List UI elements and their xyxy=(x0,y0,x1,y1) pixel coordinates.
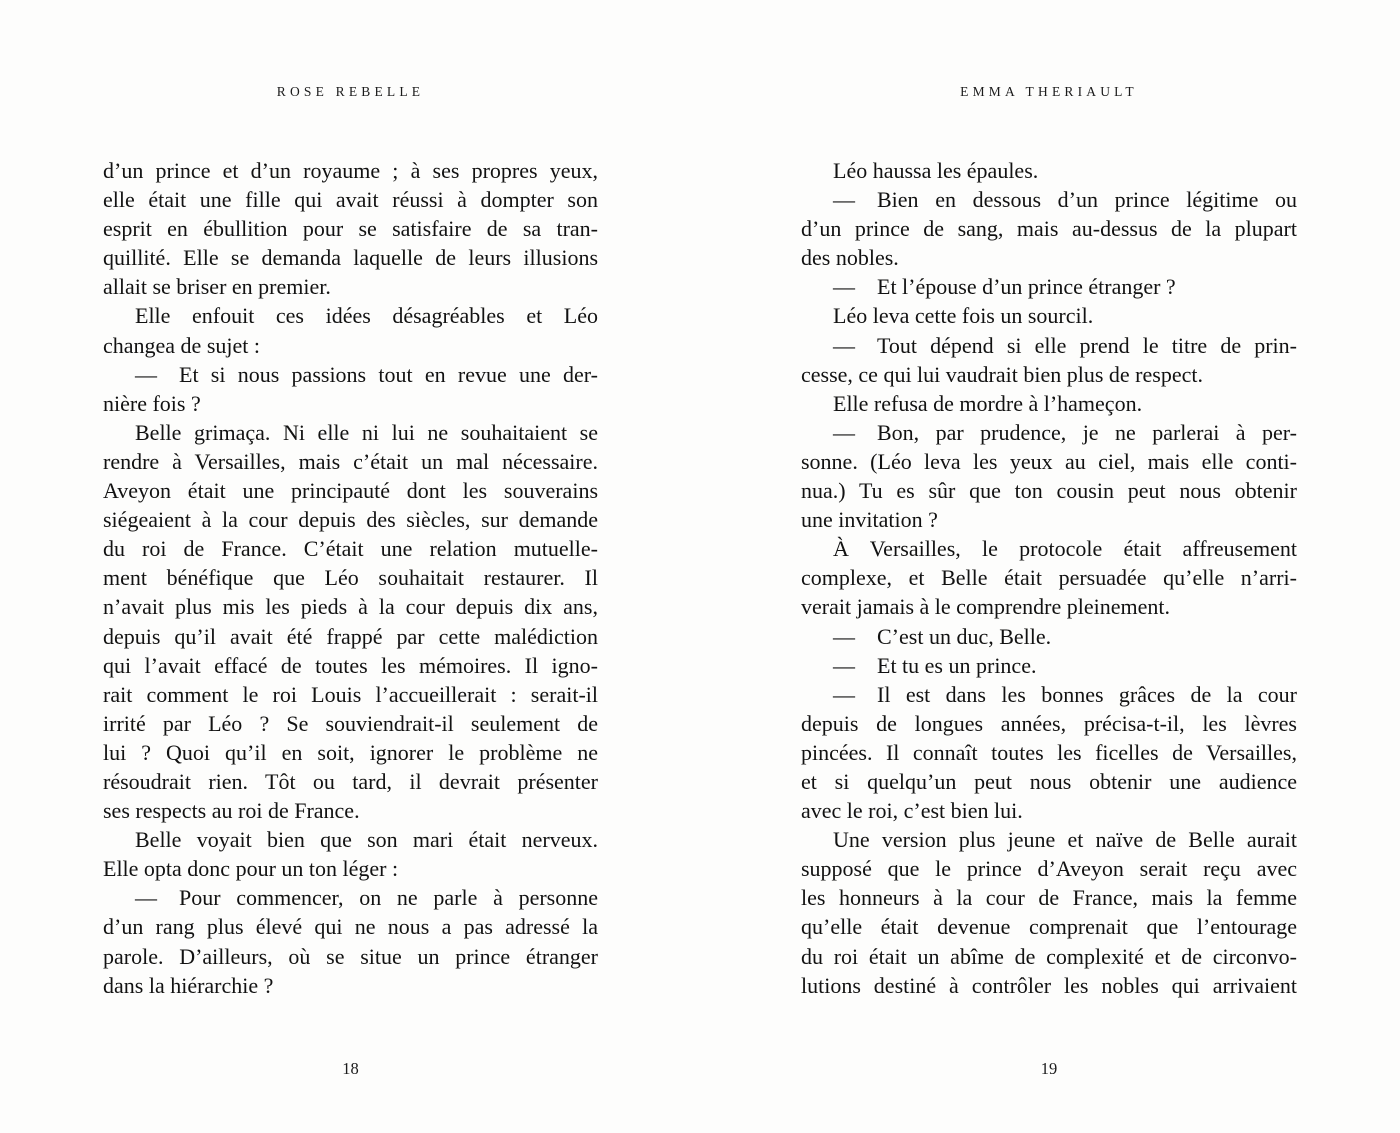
text-line: supposé que le prince d’Aveyon serait reçu avec xyxy=(801,856,1297,882)
text-line: Elle opta donc pour un ton léger : xyxy=(103,856,399,882)
text-line: pincées. Il connaît toutes les ficelles de Versailles, xyxy=(801,739,1297,765)
text-line: avec le roi, c’est bien lui. xyxy=(801,798,1023,824)
text-line: et si quelqu’un peut nous obtenir une audience xyxy=(801,768,1297,794)
text-line: rendre à Versailles, mais c’était un mal nécessaire. xyxy=(103,448,598,474)
text-line: d’un rang plus élevé qui ne nous a pas adressé la xyxy=(103,914,598,940)
paragraph xyxy=(103,883,598,999)
text-line: des nobles. xyxy=(801,245,899,271)
text-line: Aveyon était une principauté dont les souverains xyxy=(103,478,598,504)
page-left xyxy=(103,0,598,1133)
text-line: esprit en ébullition pour se satisfaire de sa tran- xyxy=(103,216,598,242)
paragraph xyxy=(801,185,1297,272)
text-line: allait se briser en premier. xyxy=(103,274,331,300)
text-line: les honneurs à la cour de France, mais la femme xyxy=(801,885,1297,911)
paragraph xyxy=(103,360,598,418)
text-line: — Pour commencer, on ne parle à personne xyxy=(135,885,598,911)
paragraph xyxy=(801,156,1297,185)
paragraph xyxy=(103,825,598,883)
page-number-left: 18 xyxy=(342,1059,359,1078)
text-line: depuis de longues années, précisa-t-il, les lèvres xyxy=(801,710,1297,736)
paragraph xyxy=(801,622,1297,651)
text-line: d’un prince de sang, mais au-dessus de la plupart xyxy=(801,216,1297,242)
paragraph xyxy=(103,301,598,359)
text-line: Une version plus jeune et naïve de Belle aurait xyxy=(833,827,1297,853)
text-line: ment bénéfique que Léo souhaitait restaurer. Il xyxy=(103,565,598,591)
text-line: parole. D’ailleurs, où se situe un prince étranger xyxy=(103,943,598,969)
paragraph xyxy=(801,534,1297,621)
text-line: qui l’avait effacé de toutes les mémoires. Il igno- xyxy=(103,652,598,678)
running-head-left: ROSE REBELLE xyxy=(276,84,425,99)
text-line: — Et l’épouse d’un prince étranger ? xyxy=(833,274,1176,300)
text-line: n’avait plus mis les pieds à la cour depuis dix ans, xyxy=(103,594,598,620)
text-line: siégeaient à la cour depuis des siècles, sur demande xyxy=(103,507,598,533)
text-line: une invitation ? xyxy=(801,507,938,533)
paragraph xyxy=(801,680,1297,825)
text-line: Belle grimaça. Ni elle ni lui ne souhaitaient se xyxy=(135,419,598,445)
text-line: verait jamais à le comprendre pleinement. xyxy=(801,594,1170,620)
running-head-right: EMMA THERIAULT xyxy=(960,84,1138,99)
text-line: — C’est un duc, Belle. xyxy=(833,623,1052,649)
text-line: — Et si nous passions tout en revue une der- xyxy=(135,361,598,387)
text-line: Léo haussa les épaules. xyxy=(833,158,1039,183)
paragraph xyxy=(801,301,1297,330)
text-line: Belle voyait bien que son mari était nerveux. xyxy=(135,827,598,853)
text-line: — Bon, par prudence, je ne parlerai à per- xyxy=(833,419,1297,445)
text-line: — Tout dépend si elle prend le titre de prin- xyxy=(833,332,1297,358)
text-line: — Bien en dessous d’un prince légitime ou xyxy=(833,187,1297,213)
text-line: sonne. (Léo leva les yeux au ciel, mais elle conti- xyxy=(801,448,1297,474)
text-line: nière fois ? xyxy=(103,390,201,416)
text-line: rait comment le roi Louis l’accueillerait : serait-il xyxy=(103,681,598,707)
text-block-left xyxy=(103,156,598,1000)
paragraph xyxy=(801,651,1297,680)
text-line: irrité par Léo ? Se souviendrait-il seulement de xyxy=(103,710,598,736)
text-line: quillité. Elle se demanda laquelle de leurs illusions xyxy=(103,245,598,271)
page-number-right: 19 xyxy=(1040,1059,1058,1078)
text-line: ses respects au roi de France. xyxy=(103,798,360,824)
text-line: lutions destiné à contrôler les nobles qui arrivaient xyxy=(801,972,1297,998)
paragraph xyxy=(103,156,598,301)
text-line: Léo leva cette fois un sourcil. xyxy=(833,303,1094,329)
text-line: qu’elle était devenue comprenait que l’entourage xyxy=(801,914,1297,940)
text-line: dans la hiérarchie ? xyxy=(103,972,274,998)
text-line: — Il est dans les bonnes grâces de la cour xyxy=(833,681,1297,707)
text-line: nua.) Tu es sûr que ton cousin peut nous obtenir xyxy=(801,478,1297,504)
page-right xyxy=(801,0,1297,1133)
text-line: changea de sujet : xyxy=(103,332,260,358)
paragraph xyxy=(801,418,1297,534)
text-line: cesse, ce qui lui vaudrait bien plus de respect. xyxy=(801,361,1203,387)
paragraph xyxy=(801,389,1297,418)
text-line: résoudrait rien. Tôt ou tard, il devrait présenter xyxy=(103,768,598,794)
text-line: elle était une fille qui avait réussi à dompter son xyxy=(103,187,598,213)
text-line: À Versailles, le protocole était affreusement xyxy=(833,536,1297,562)
paragraph xyxy=(801,331,1297,389)
text-line: lui ? Quoi qu’il en soit, ignorer le problème ne xyxy=(103,739,598,765)
text-block-right xyxy=(801,156,1297,1000)
text-line: Elle refusa de mordre à l’hameçon. xyxy=(833,390,1143,416)
paragraph xyxy=(801,272,1297,301)
paragraph xyxy=(103,418,598,825)
text-line: du roi de France. C’était une relation mutuelle- xyxy=(103,536,598,562)
text-line: complexe, et Belle était persuadée qu’elle n’arri- xyxy=(801,565,1297,591)
text-line: Elle enfouit ces idées désagréables et Léo xyxy=(135,303,598,329)
paragraph xyxy=(801,825,1297,1000)
text-line: du roi était un abîme de complexité et de circonvo- xyxy=(801,943,1297,969)
text-line: depuis qu’il avait été frappé par cette malédiction xyxy=(103,623,598,649)
text-line: — Et tu es un prince. xyxy=(833,652,1037,678)
text-line: d’un prince et d’un royaume ; à ses propres yeux, xyxy=(103,158,598,183)
